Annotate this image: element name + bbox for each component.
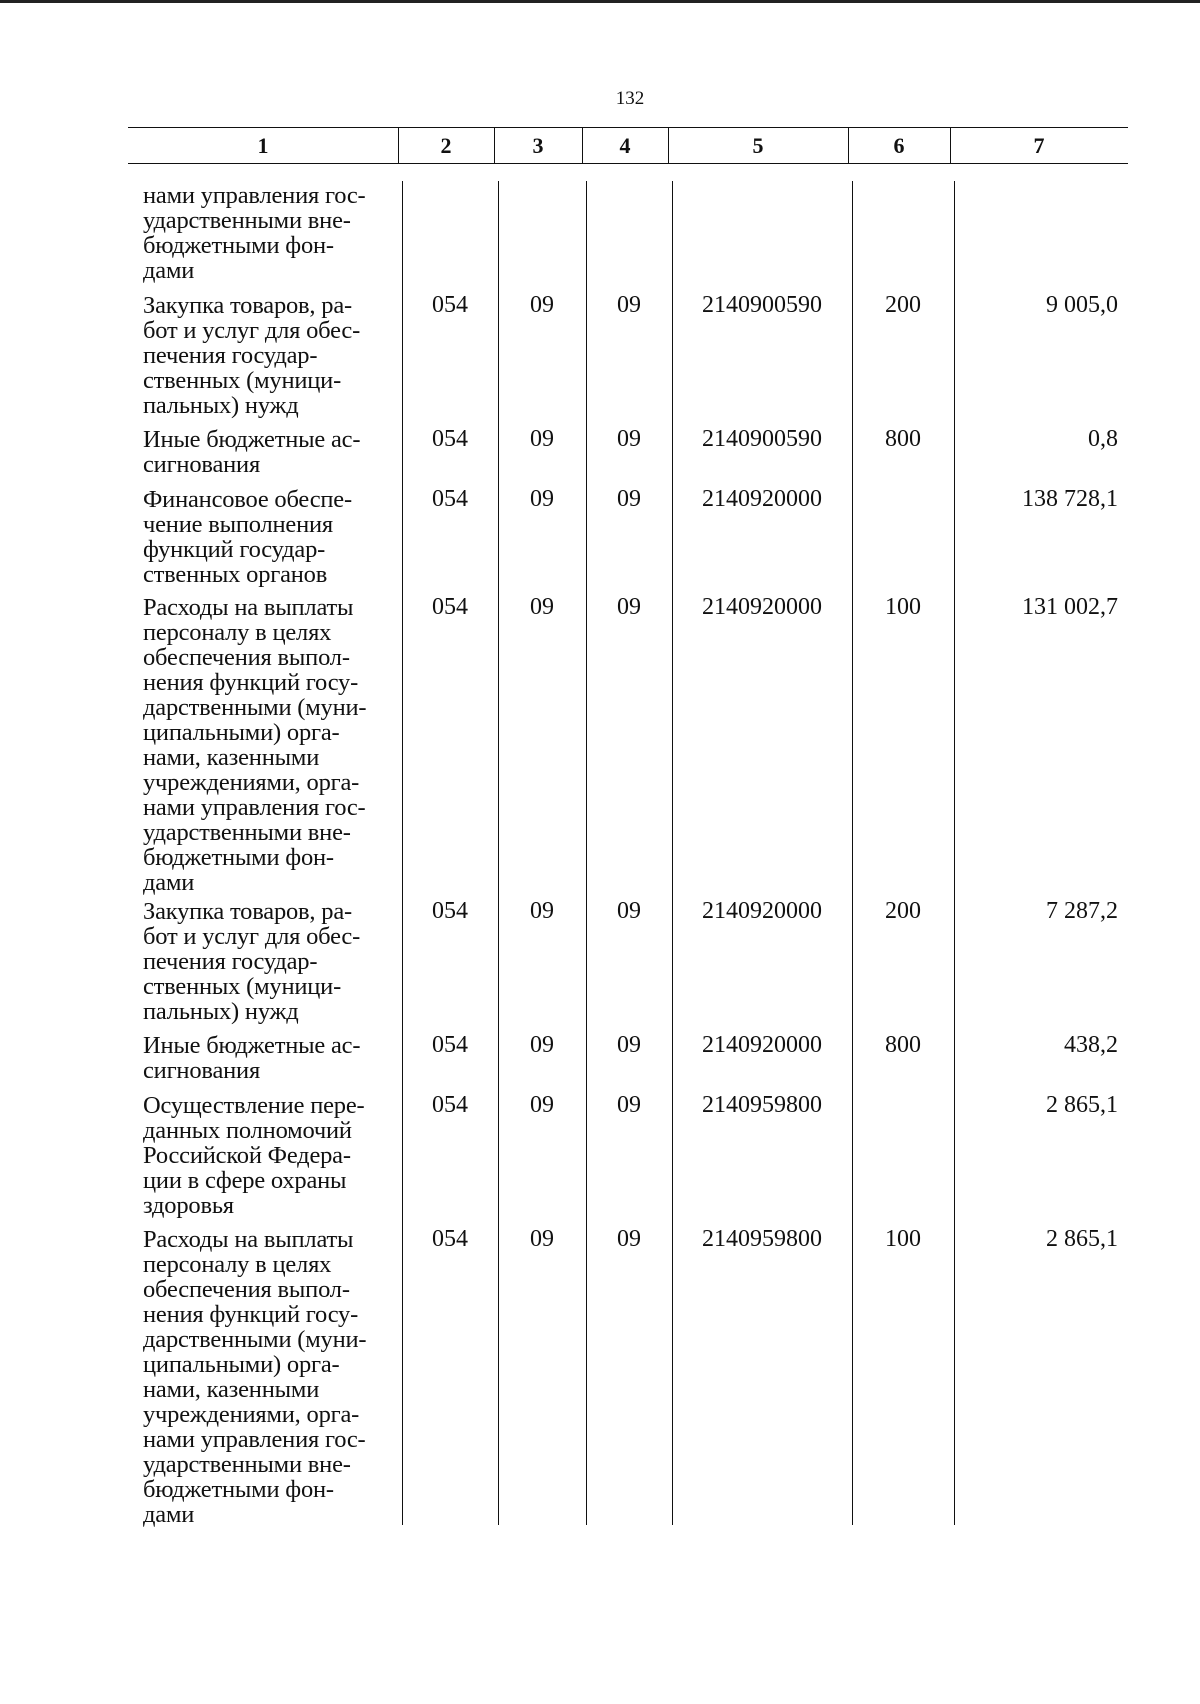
cell-section: 09 [530,486,554,512]
column-divider [672,181,673,1525]
cell-target-article: 2140920000 [702,594,822,620]
cell-ministry: 054 [432,1226,468,1252]
column-header-6: 6 [893,133,905,158]
column-header-2: 2 [440,133,452,158]
cell-target-article: 2140900590 [702,426,822,452]
cell-amount: 0,8 [1088,426,1118,452]
cell-subsection: 09 [617,426,641,452]
column-divider [402,181,403,1525]
budget-table [128,127,1128,1527]
cell-target-article: 2140920000 [702,486,822,512]
cell-target-article: 2140959800 [702,1092,822,1118]
column-divider [852,181,853,1525]
cell-section: 09 [530,1032,554,1058]
column-header-5: 5 [752,133,764,158]
cell-expense-type: 200 [885,898,921,924]
cell-expense-type: 100 [885,1226,921,1252]
cell-amount: 2 865,1 [1046,1226,1118,1252]
cell-section: 09 [530,594,554,620]
cell-target-article: 2140959800 [702,1226,822,1252]
column-divider [954,181,955,1525]
cell-ministry: 054 [432,1092,468,1118]
cell-amount: 2 865,1 [1046,1092,1118,1118]
cell-target-article: 2140920000 [702,898,822,924]
header-bottom-rule [128,163,1128,164]
column-header-3: 3 [532,133,544,158]
cell-section: 09 [530,1226,554,1252]
cell-section: 09 [530,426,554,452]
cell-section: 09 [530,898,554,924]
table-top-rule [128,127,1128,128]
cell-ministry: 054 [432,486,468,512]
cell-subsection: 09 [617,292,641,318]
cell-ministry: 054 [432,292,468,318]
column-divider [586,181,587,1525]
row-description: Иные бюджетные ас- сигнования [143,426,361,478]
cell-target-article: 2140920000 [702,1032,822,1058]
cell-amount: 138 728,1 [1022,486,1118,512]
column-header-7: 7 [1033,133,1045,158]
cell-expense-type: 800 [885,1032,921,1058]
cell-ministry: 054 [432,1032,468,1058]
cell-amount: 7 287,2 [1046,898,1118,924]
row-description: Закупка товаров, ра- бот и услуг для обес- печения государ- ственных (муници- пальных) нужд [143,898,361,1025]
cell-ministry: 054 [432,426,468,452]
cell-section: 09 [530,1092,554,1118]
column-header-4: 4 [619,133,631,158]
page-top-edge [0,0,1200,3]
row-description: Иные бюджетные ас- сигнования [143,1032,361,1084]
row-description: нами управления гос- ударственными вне- бюджетными фон- дами [143,182,366,284]
cell-expense-type: 100 [885,594,921,620]
cell-subsection: 09 [617,1226,641,1252]
cell-expense-type: 200 [885,292,921,318]
cell-target-article: 2140900590 [702,292,822,318]
row-description: Осуществление пере- данных полномочий Российской Федера- ции в сфере охраны здоровья [143,1092,365,1219]
cell-subsection: 09 [617,1092,641,1118]
column-divider [498,181,499,1525]
row-description: Расходы на выплаты персоналу в целях обеспечения выпол- нения функций госу- дарственными (муни- ципальными) орга- нами, казенными учреждениями, орга- нами управления гос- ударственными вне- бюджетными фон- дами [143,1226,367,1528]
cell-subsection: 09 [617,1032,641,1058]
cell-subsection: 09 [617,898,641,924]
cell-amount: 131 002,7 [1022,594,1118,620]
cell-ministry: 054 [432,898,468,924]
cell-amount: 438,2 [1064,1032,1118,1058]
column-header-1: 1 [257,133,269,158]
cell-subsection: 09 [617,486,641,512]
cell-expense-type: 800 [885,426,921,452]
cell-ministry: 054 [432,594,468,620]
cell-subsection: 09 [617,594,641,620]
page-number: 132 [615,88,645,109]
cell-amount: 9 005,0 [1046,292,1118,318]
row-description: Финансовое обеспе- чение выполнения функций государ- ственных органов [143,486,352,588]
row-description: Закупка товаров, ра- бот и услуг для обес- печения государ- ственных (муници- пальных) нужд [143,292,361,419]
row-description: Расходы на выплаты персоналу в целях обеспечения выпол- нения функций госу- дарственными (муни- ципальными) орга- нами, казенными учреждениями, орга- нами управления гос- ударственными вне- бюджетными фон- дами [143,594,367,896]
cell-section: 09 [530,292,554,318]
